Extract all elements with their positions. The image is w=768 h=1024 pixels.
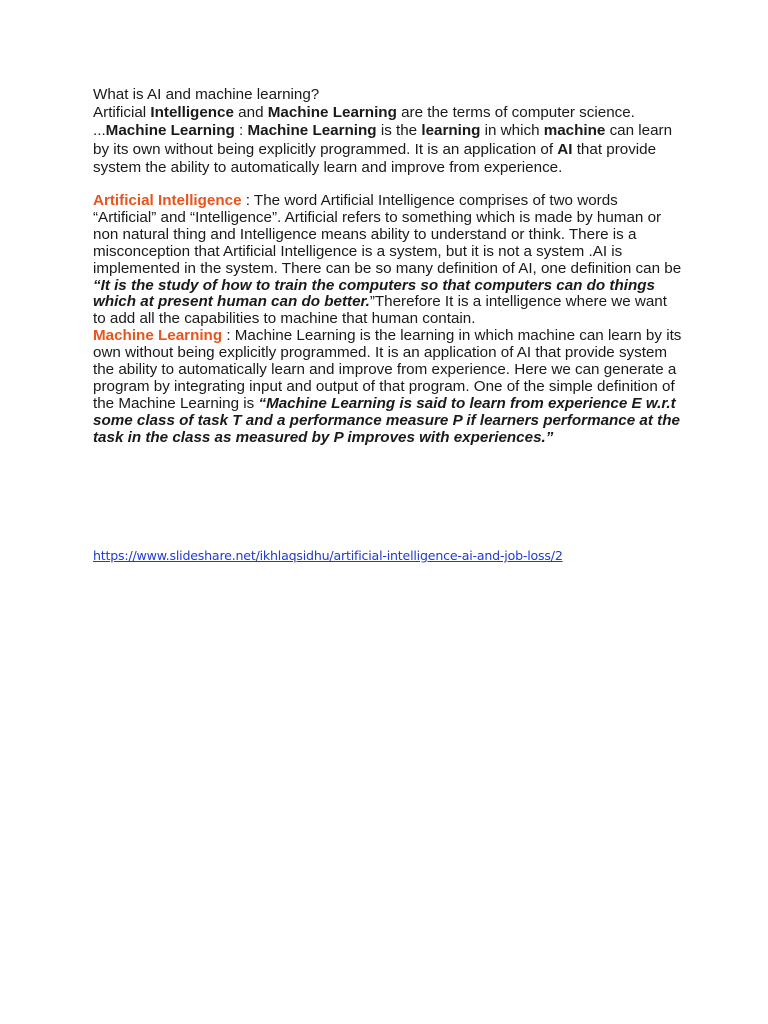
source-link[interactable]: https://www.slideshare.net/ikhlaqsidhu/artificial-intelligence-ai-and-job-loss/2: [93, 548, 563, 563]
ai-body-end: ”Therefore It is a intelligence where we want to add all the capabilities to machine that human contain.: [93, 293, 667, 328]
intro-bold: Machine Learning: [267, 104, 397, 122]
intro-bold: learning: [421, 122, 481, 140]
ai-body: : The word Artificial Intelligence comprises of two words “Artificial” and “Intelligence”. Artificial refers to something which is made by human or non natural thing and Intelligence means ability to understand or think. There is a misconception that Artificial Intelligence is a system, but it is not a system .AI is implemented in the system. There can be so many definition of AI, one definition can be: [93, 192, 682, 277]
ml-body: : Machine Learning is the learning in which machine can learn by its own without being explicitly programmed. It is an application of AI that provide system the ability to automatically learn and improve from experience. Here we can generate a program by integrating input and output of that program. One of the simple definition of the Machine Learning is: [93, 327, 682, 412]
intro-text: ...: [93, 122, 106, 140]
intro-text: is the: [376, 122, 422, 140]
ml-section: [93, 328, 683, 446]
ai-section: [93, 193, 683, 328]
intro-text: Artificial: [93, 104, 151, 122]
ai-paragraph: [93, 193, 683, 328]
intro-bold: AI: [557, 140, 573, 158]
intro-text: :: [234, 122, 248, 140]
intro-text: that provide system the ability to automatically learn and improve from experience.: [93, 140, 657, 176]
intro-question: What is AI and machine learning?: [93, 86, 320, 103]
intro-line-terms: [93, 104, 683, 122]
intro-text: are the terms of computer science.: [396, 104, 635, 122]
intro-text: and: [233, 104, 268, 122]
ai-quote: “It is the study of how to train the computers so that computers can do things which at present human can do better.: [93, 276, 655, 311]
document-page: [93, 86, 683, 447]
intro-bold: machine: [543, 122, 606, 140]
intro-bold: Machine Learning: [247, 122, 377, 140]
intro-text: in which: [480, 122, 544, 140]
intro-bold: Machine Learning: [105, 122, 235, 140]
intro-text: can learn by its own without being explicitly programmed. It is an application of: [93, 122, 673, 158]
intro-bold: Intelligence: [150, 104, 234, 122]
ml-heading: Machine Learning: [93, 327, 223, 345]
ml-paragraph: [93, 328, 683, 446]
intro-block: [93, 86, 683, 177]
ml-quote: “Machine Learning is said to learn from experience E w.r.t some class of task T and a performance measure P if learners performance at the task in the class as measured by P improves with experiences.”: [93, 394, 680, 446]
intro-line-ml: [93, 122, 683, 177]
ai-heading: Artificial Intelligence: [93, 192, 242, 210]
